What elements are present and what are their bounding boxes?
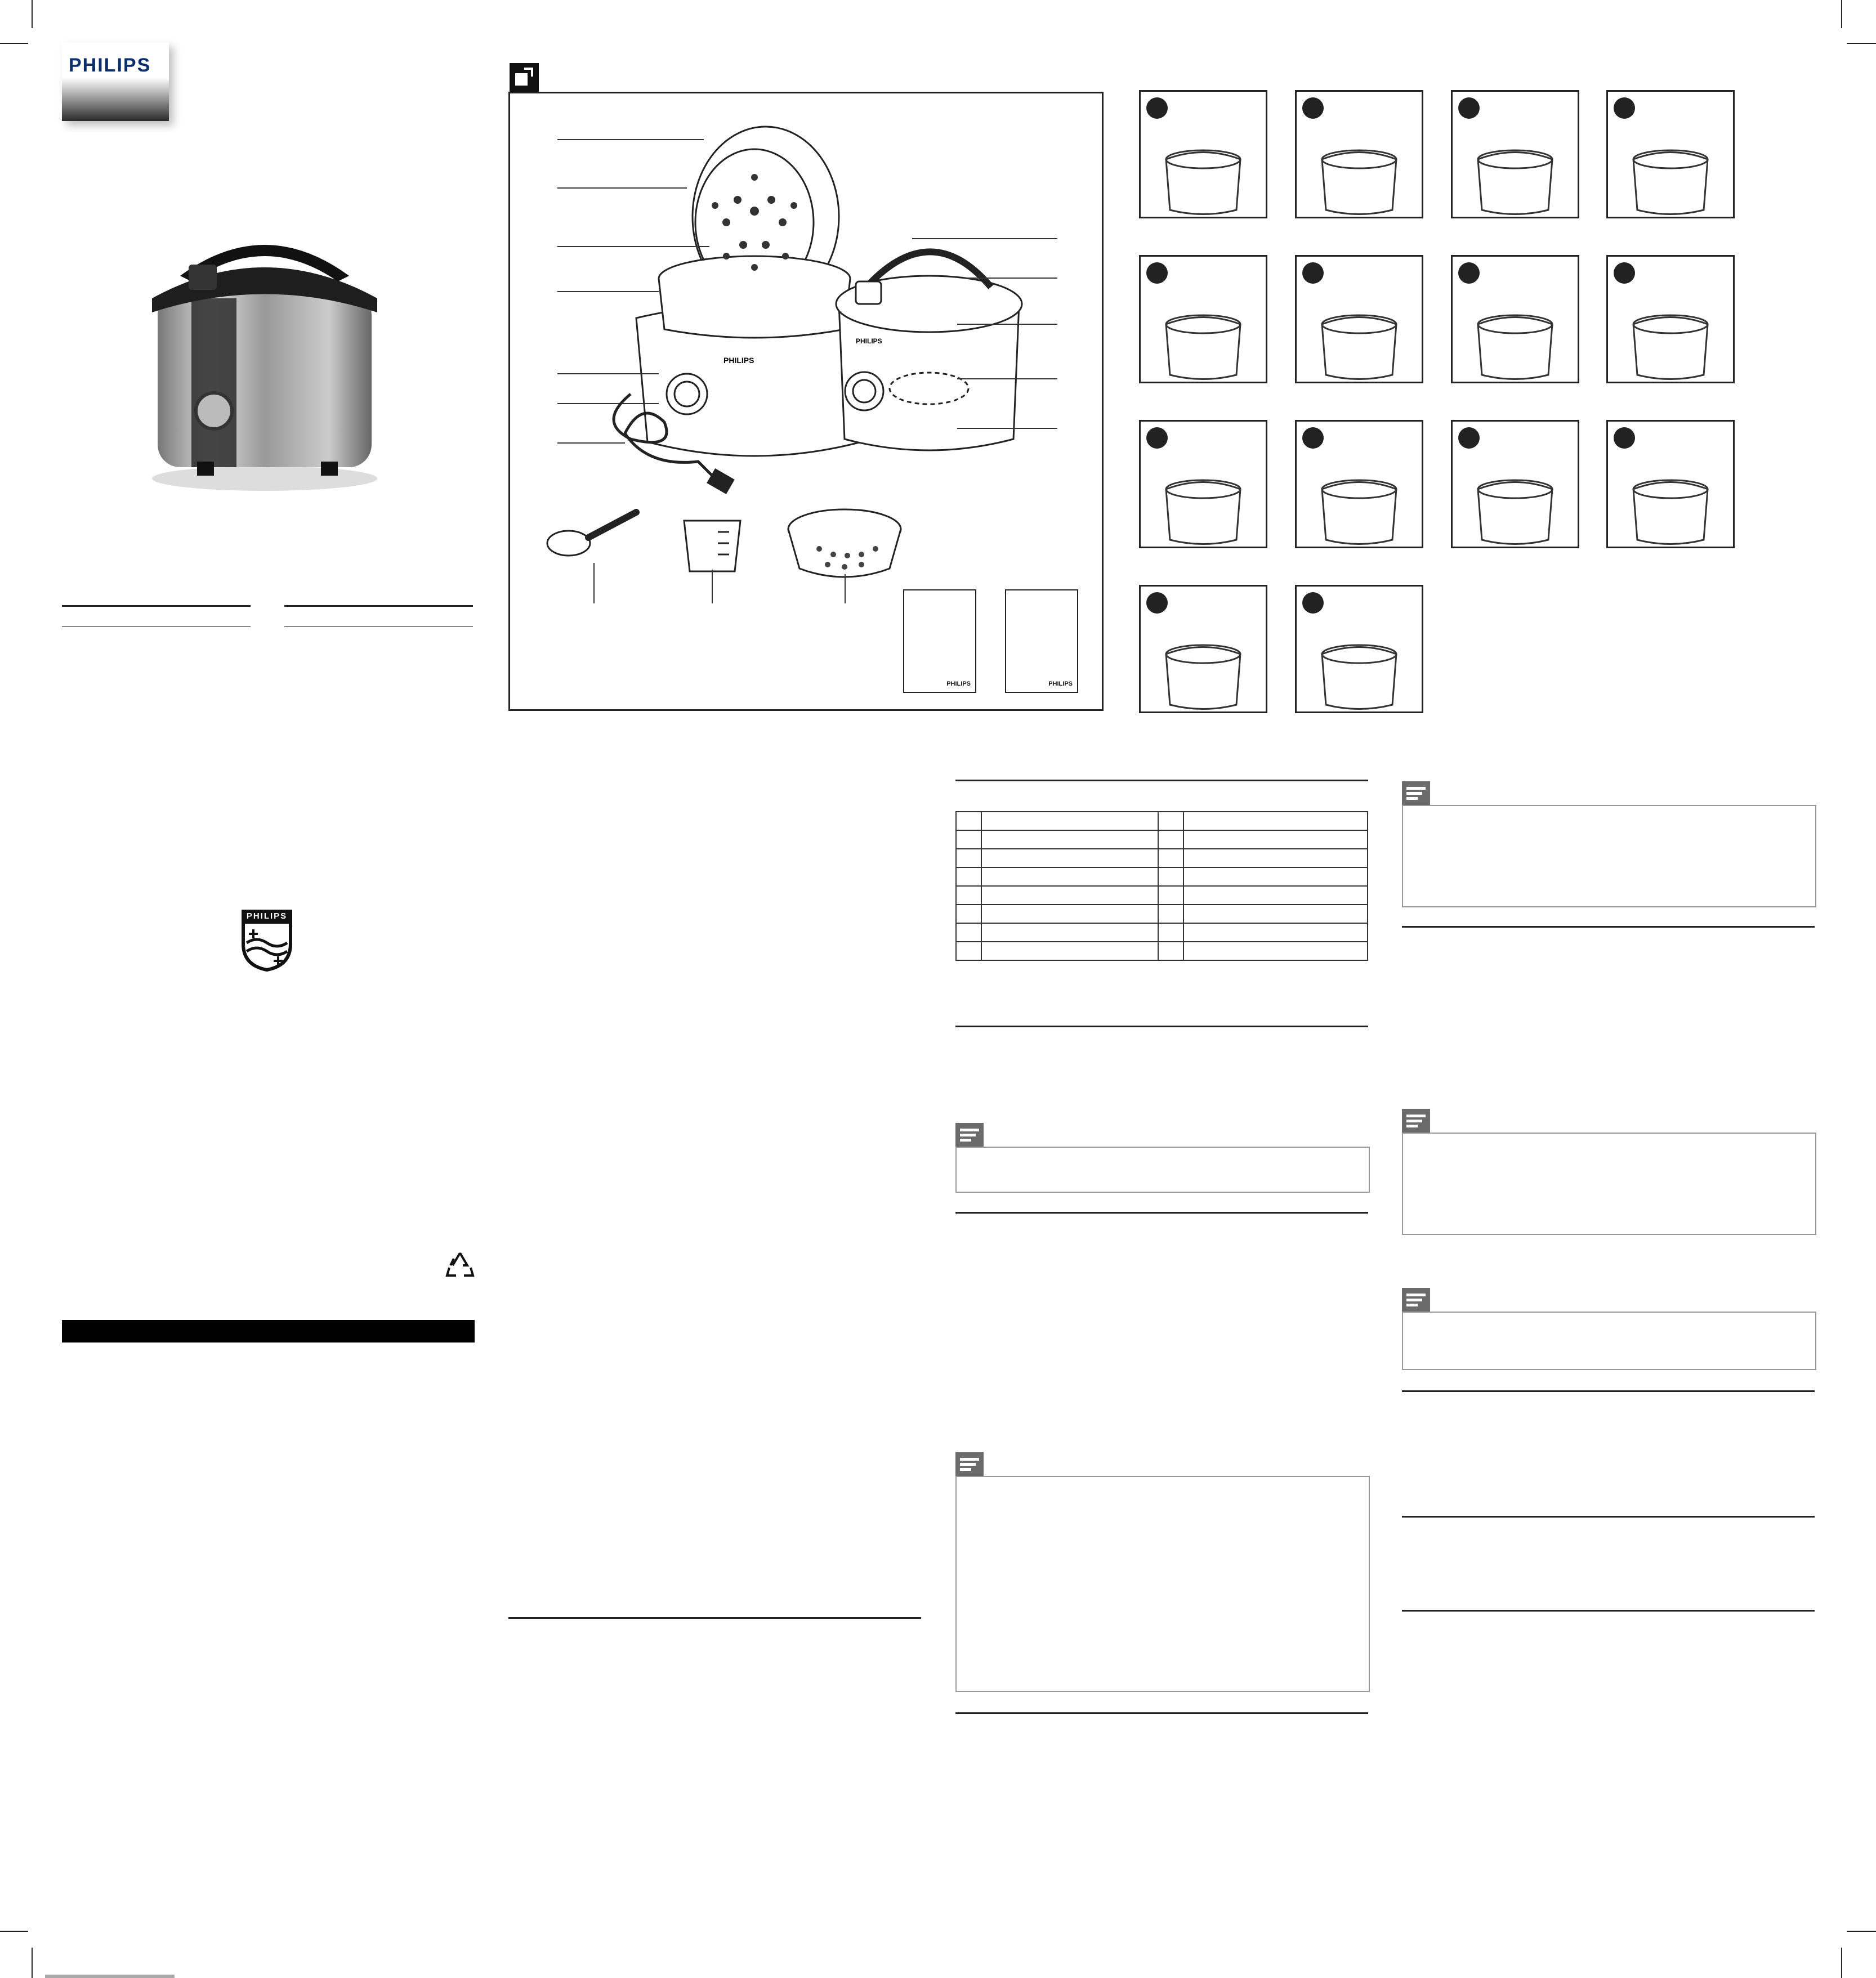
table-cell [956,942,981,960]
step-illustration [1453,92,1578,217]
cover-rule [62,626,251,627]
leader-line [593,563,595,603]
table-cell [981,830,1158,849]
table-cell [981,905,1158,923]
table-cell [956,812,981,830]
leader-line [557,139,704,140]
step-figure-steamer-tray [1295,585,1423,713]
section-rule [955,1212,1368,1214]
note-box [955,1476,1370,1692]
table-cell [956,905,981,923]
step-illustration [1453,257,1578,382]
step-figure-open-lid [1606,90,1735,218]
crop-mark [0,43,28,44]
table-row [956,886,1368,905]
step-figure-press-switch [1139,420,1267,548]
table-cell [1183,867,1368,886]
table-cell [1158,867,1183,886]
spatula-drawing [546,507,642,563]
step-figure-measuring-cup [1606,420,1735,548]
section-rule [955,1026,1368,1027]
table-row [956,812,1368,830]
leaflet-brand: PHILIPS [946,681,971,687]
table-cell [1158,812,1183,830]
crop-mark [1841,1948,1842,1978]
step-illustration [1608,257,1733,382]
crop-mark [0,1931,28,1932]
table-cell [1183,923,1368,942]
table-cell [981,886,1158,905]
note-icon [955,1452,984,1476]
leader-line [557,291,659,292]
shield-text: PHILIPS [246,911,288,921]
table-cell [1158,923,1183,942]
step-illustration [1608,422,1733,547]
step-illustration [1297,422,1422,547]
step-illustration [1141,92,1266,217]
note-box [1402,805,1816,907]
table-cell [956,830,981,849]
box-contents-icon [510,63,539,92]
cover-rule [62,605,251,607]
table-cell [1158,905,1183,923]
table-row [956,923,1368,942]
note-icon [1402,1109,1430,1133]
note-icon [955,1123,984,1147]
product-photo [135,214,394,495]
section-rule [508,1617,921,1619]
table-cell [981,867,1158,886]
leader-line [912,238,1057,239]
step-illustration [1141,587,1266,711]
table-row [956,830,1368,849]
step-illustration [1608,92,1733,217]
svg-text:PHILIPS: PHILIPS [723,356,754,365]
table-cell [956,867,981,886]
table-cell [1183,830,1368,849]
rice-cooker-closed-drawing [822,225,1036,462]
step-illustration [1297,257,1422,382]
crop-mark [1847,1931,1876,1932]
step-illustration [1453,422,1578,547]
table-cell [956,886,981,905]
table-cell [981,812,1158,830]
step-figure-plug-in [1606,255,1735,383]
crop-mark [1841,0,1842,28]
step-illustration [1297,92,1422,217]
language-bar [62,1320,475,1342]
note-box [955,1147,1370,1193]
step-figure-wipe-pot [1139,255,1267,383]
section-rule [1402,926,1815,928]
leader-line [557,246,709,247]
step-illustration [1141,257,1266,382]
leader-line [957,428,1057,429]
leader-line [557,187,687,189]
step-figure-keep-warm [1295,420,1423,548]
section-rule [1402,1610,1815,1612]
table-cell [1183,886,1368,905]
step-figure-close-lid [1451,255,1579,383]
parts-table [955,811,1368,961]
step-figure-wash-rice [1295,90,1423,218]
leader-line [963,278,1057,279]
table-cell [956,849,981,867]
leader-line [712,570,713,603]
table-cell [981,942,1158,960]
table-cell [1183,849,1368,867]
crop-mark [32,0,33,28]
measuring-cup-drawing [678,515,746,577]
table-row [956,942,1368,960]
section-rule [1402,1390,1815,1392]
step-figure-rice-quality [1139,90,1267,218]
step-figure-insert-pot [1295,255,1423,383]
table-cell [981,923,1158,942]
table-cell [1158,830,1183,849]
recycle-icon [445,1251,475,1280]
leaflet-brand: PHILIPS [1048,681,1073,687]
leaflet-manual [903,589,976,693]
cover-rule [284,605,473,607]
step-illustration [1141,422,1266,547]
leader-line [957,378,1057,379]
table-cell [1183,905,1368,923]
note-box [1402,1133,1816,1235]
step-figure-cup-levels [1451,420,1579,548]
table-cell [1183,942,1368,960]
crop-mark [32,1948,33,1978]
table-cell [1158,942,1183,960]
svg-text:PHILIPS: PHILIPS [856,337,882,345]
table-cell [981,849,1158,867]
note-icon [1402,1288,1430,1312]
power-cord-drawing [597,388,743,501]
step-figure-add-water-levels [1451,90,1579,218]
table-cell [1158,886,1183,905]
leader-line [557,373,659,374]
section-rule [1402,1516,1815,1518]
table-row [956,867,1368,886]
color-bar [45,1975,175,1978]
note-icon [1402,781,1430,805]
brand-logo: PHILIPS [69,55,151,76]
table-row [956,905,1368,923]
table-cell [1183,812,1368,830]
section-rule [955,1712,1368,1714]
leaflet-warranty [1005,589,1078,693]
leader-line [957,324,1057,325]
brand-tab [62,42,169,121]
table-cell [956,923,981,942]
table-row [956,849,1368,867]
note-box [1402,1312,1816,1370]
leader-line [845,574,846,603]
cover-rule [284,626,473,627]
crop-mark [1847,43,1876,44]
step-illustration [1297,587,1422,711]
table-cell [1158,849,1183,867]
step-figure-insert-steamer [1139,585,1267,713]
section-rule [955,780,1368,781]
